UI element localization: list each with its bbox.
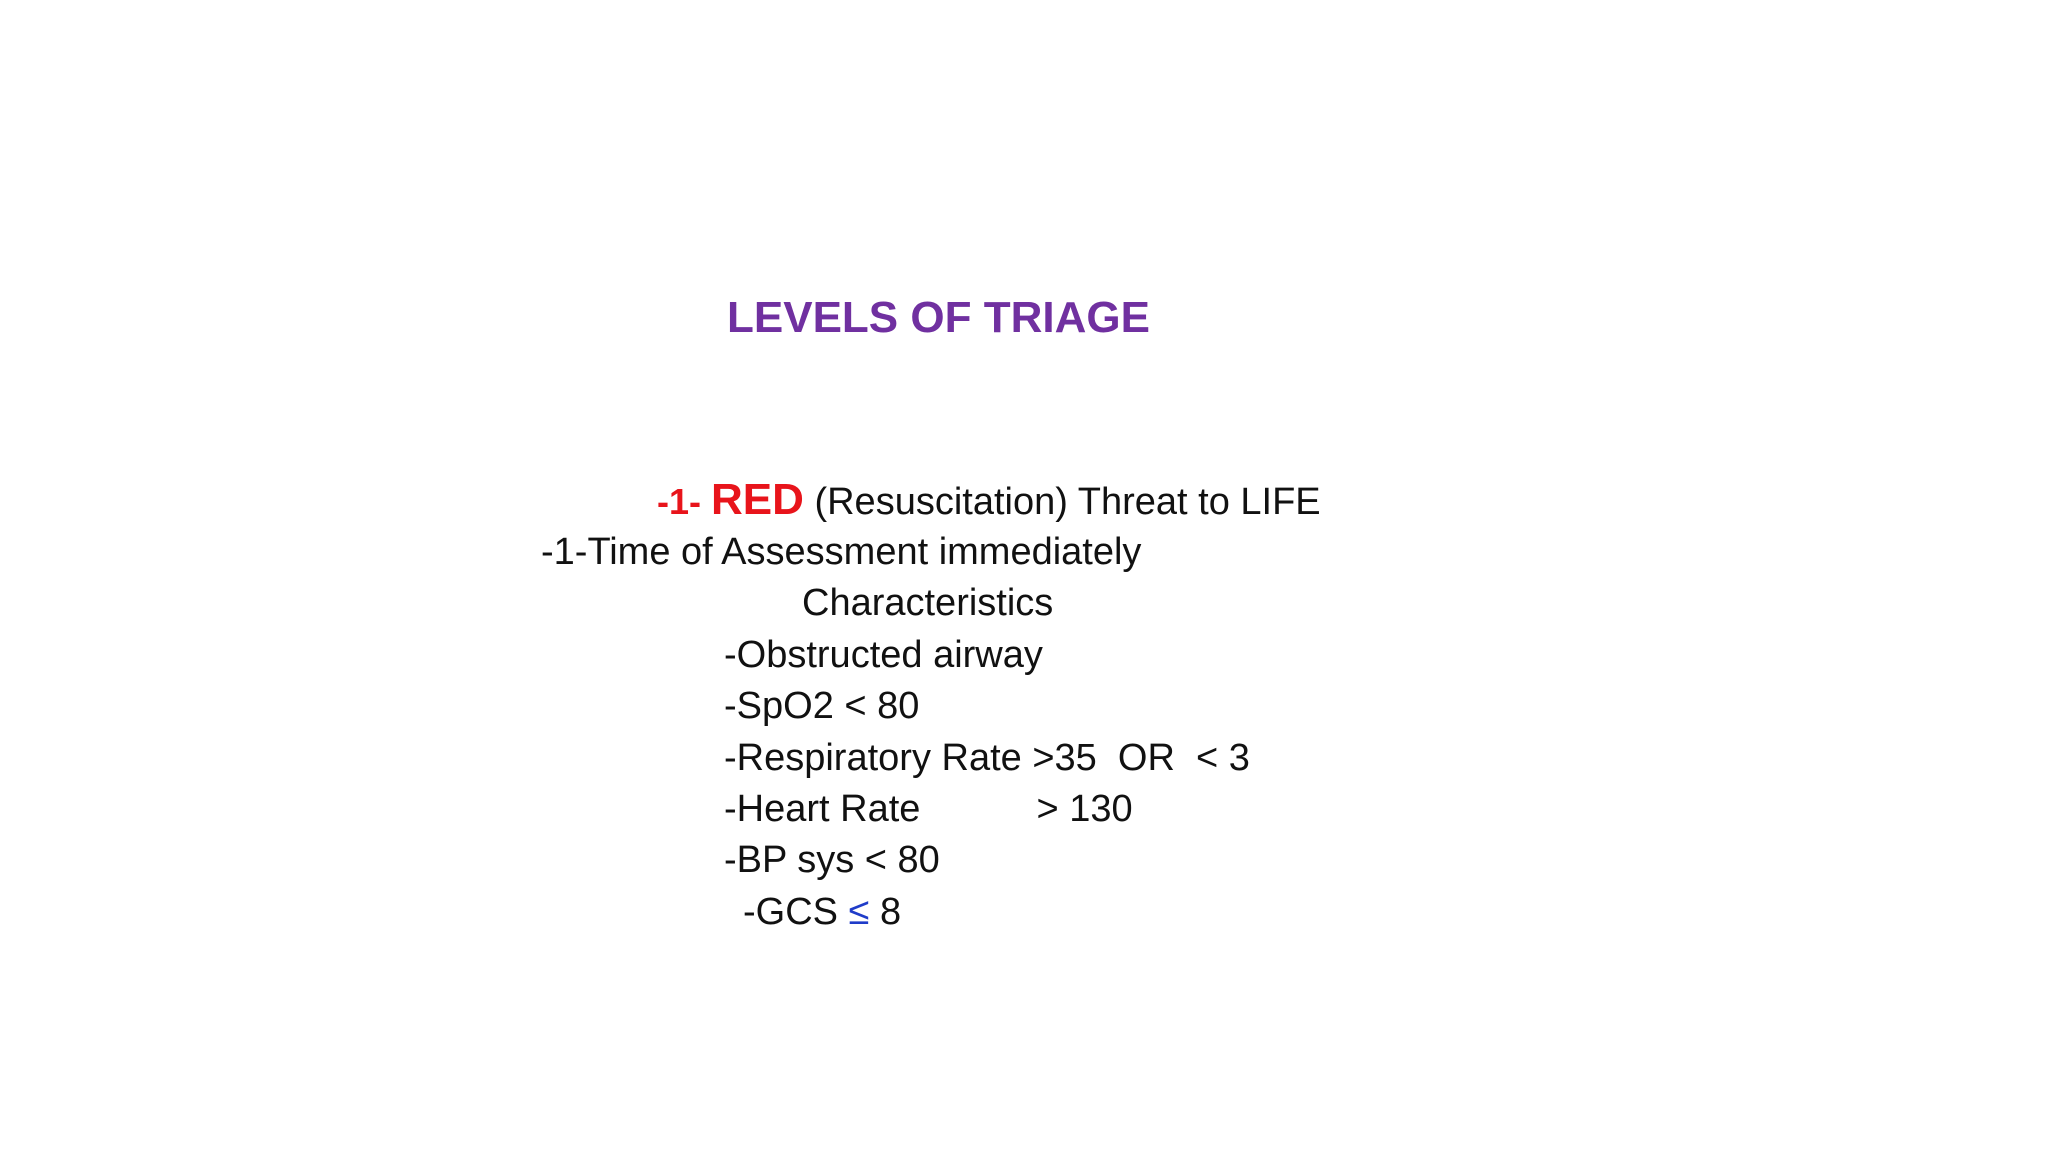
- level-description: (Resuscitation) Threat to LIFE: [803, 481, 1321, 523]
- level-number: -1-: [657, 481, 711, 522]
- assessment-time: -1-Time of Assessment immediately: [541, 531, 1142, 573]
- characteristic-gcs: [743, 893, 901, 931]
- characteristic-item: -BP sys < 80: [724, 839, 940, 881]
- characteristic-item: -Respiratory Rate >35 OR < 3: [724, 737, 1250, 779]
- characteristic-item: -Obstructed airway: [724, 634, 1043, 676]
- gcs-value: 8: [869, 891, 902, 933]
- characteristics-heading: Characteristics: [802, 582, 1054, 624]
- triage-level-heading: [657, 475, 1321, 524]
- gcs-label: -GCS: [743, 891, 849, 933]
- less-or-equal-symbol: ≤: [848, 891, 870, 933]
- level-color-name: RED: [711, 475, 804, 524]
- characteristic-item: -SpO2 < 80: [724, 685, 920, 727]
- slide-title: LEVELS OF TRIAGE: [727, 293, 1150, 342]
- characteristic-item: -Heart Rate > 130: [724, 788, 1133, 830]
